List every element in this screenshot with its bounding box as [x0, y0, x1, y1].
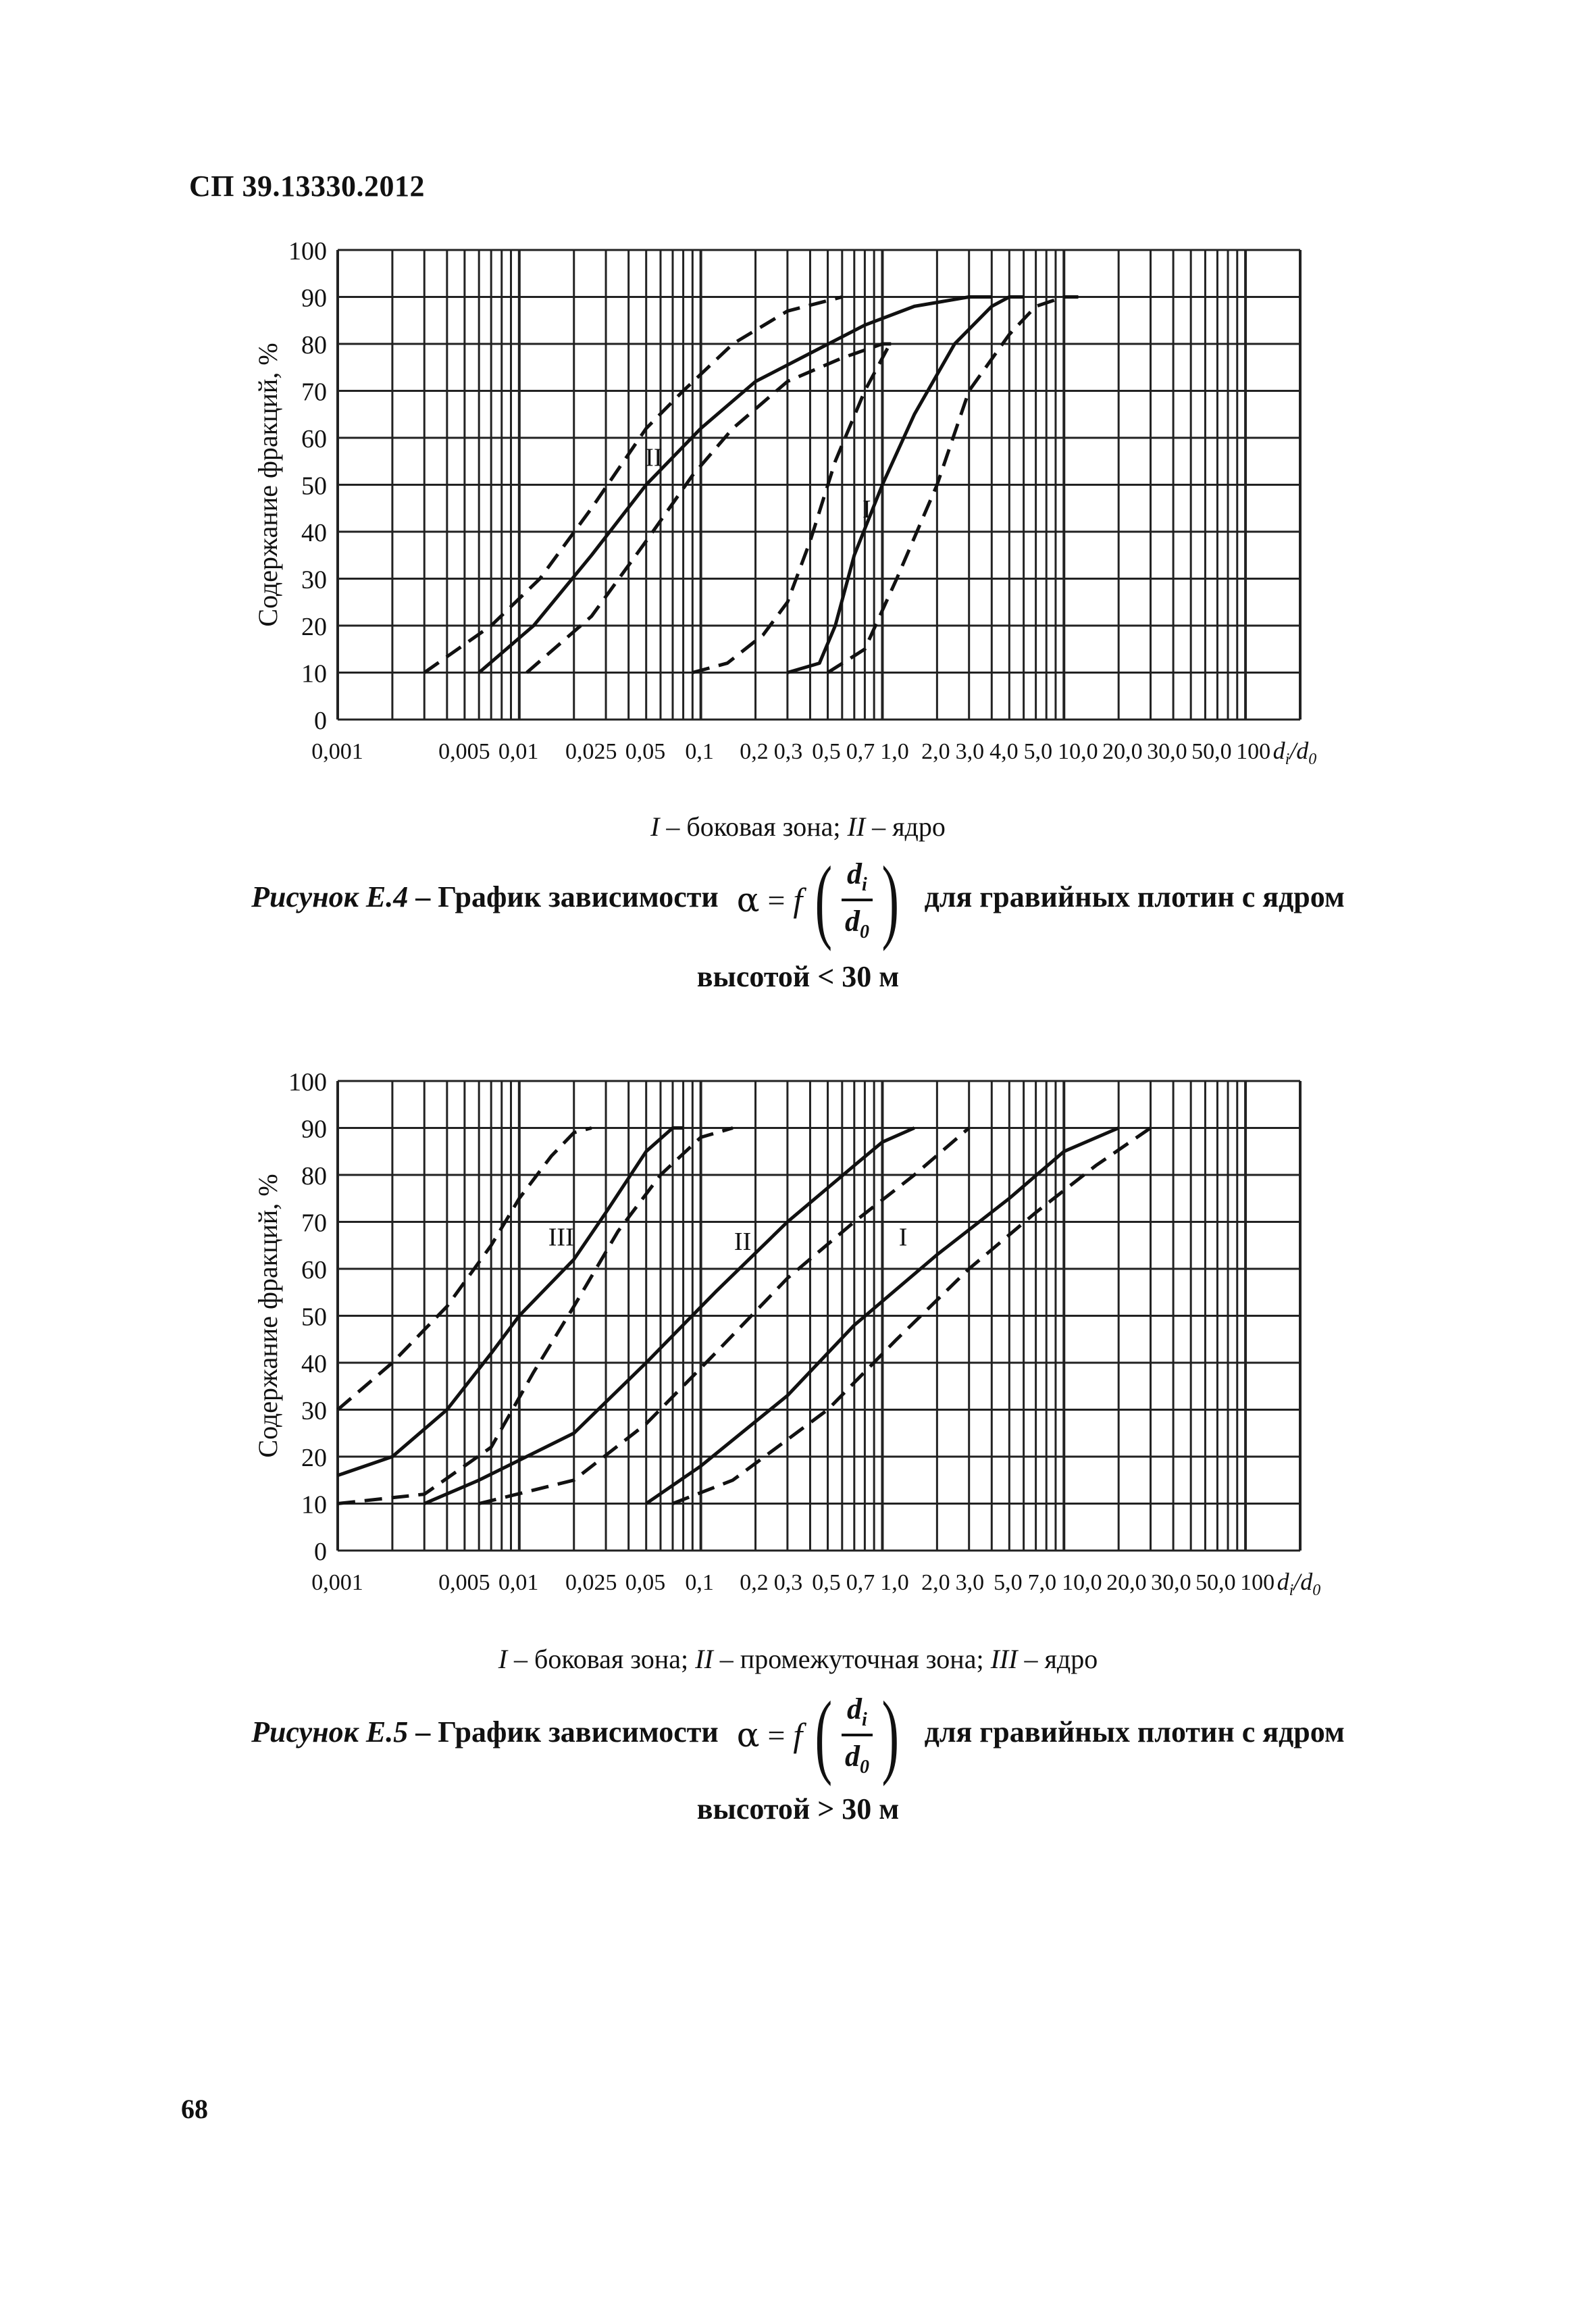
x-axis-unit-label: $d_i/d_0$ [1272, 737, 1317, 768]
y-tick-label: 10 [301, 659, 327, 688]
caption-prefix: – График зависимости [408, 880, 726, 914]
y-tick-label: 70 [301, 1209, 327, 1238]
legend-zone-i-text: – боковая зона; [659, 811, 848, 842]
zone-label: III [548, 1223, 574, 1252]
x-tick-label: 0,3 [773, 739, 803, 764]
zone-label: II [733, 1228, 752, 1257]
formula-alpha [736, 847, 906, 952]
alpha-symbol: α [736, 1715, 760, 1755]
x-tick-label: 2,0 [921, 1570, 950, 1595]
legend-zone-ii: II [847, 811, 866, 842]
y-axis-label: Содержание фракций, % [253, 343, 283, 627]
legend-zone-i: I [650, 811, 660, 842]
left-paren: ( [815, 1682, 833, 1787]
equals-sign: = [767, 1717, 786, 1753]
x-axis-unit-label: $d_i/d_0$ [1277, 1568, 1321, 1599]
function-symbol: f [793, 1716, 803, 1754]
x-tick-label: 0,01 [498, 739, 539, 764]
x-tick-label: 0,1 [685, 739, 714, 764]
zone-label: II [645, 443, 663, 472]
legend-figure-e4 [0, 811, 1596, 842]
legend-zone-i: I [498, 1644, 508, 1674]
legend-figure-e5 [0, 1643, 1596, 1675]
y-tick-label: 50 [301, 472, 327, 501]
y-tick-label: 50 [301, 1303, 327, 1332]
legend-zone-ii-text: – промежуточная зона; [713, 1644, 991, 1674]
x-tick-label: 0,05 [625, 1570, 666, 1595]
x-tick-label: 0,001 [311, 1570, 363, 1595]
x-tick-label: 0,7 [846, 1570, 875, 1595]
caption-figure-e5-line2: высотой > 30 м [696, 1792, 900, 1826]
y-tick-label: 100 [288, 1068, 327, 1097]
left-paren: ( [815, 847, 833, 952]
fraction-denominator: $d_0$ [844, 905, 869, 942]
x-tick-label: 20,0 [1106, 1570, 1147, 1595]
x-tick-label: 0,3 [773, 1570, 803, 1595]
y-tick-label: 40 [301, 1350, 327, 1378]
fraction-numerator: $d_i$ [842, 857, 873, 901]
y-tick-label: 30 [301, 1397, 327, 1426]
caption-prefix: – График зависимости [408, 1715, 726, 1749]
x-tick-label: 2,0 [921, 739, 950, 764]
y-tick-label: 100 [288, 237, 327, 266]
fraction [840, 857, 875, 943]
legend-zone-ii: II [695, 1644, 713, 1674]
y-tick-label: 20 [301, 1444, 327, 1472]
y-tick-label: 90 [301, 284, 327, 313]
y-tick-label: 20 [301, 613, 327, 641]
x-tick-label: 0,2 [740, 1570, 769, 1595]
x-tick-label: 100 [1240, 1570, 1275, 1595]
x-tick-label: 0,7 [846, 739, 875, 764]
fraction [840, 1692, 875, 1778]
alpha-symbol: α [736, 880, 760, 920]
x-tick-label: 0,5 [812, 1570, 841, 1595]
right-paren: ) [881, 1682, 900, 1787]
y-tick-label: 0 [314, 707, 327, 735]
legend-zone-ii-text: – ядро [865, 811, 946, 842]
fraction-denominator: $d_0$ [844, 1740, 869, 1778]
y-tick-label: 0 [314, 1538, 327, 1566]
series-line-dashed [692, 344, 890, 673]
legend-zone-i-text: – боковая зона; [507, 1644, 696, 1674]
y-tick-label: 60 [301, 1256, 327, 1284]
x-tick-label: 4,0 [989, 739, 1019, 764]
x-tick-label: 30,0 [1151, 1570, 1191, 1595]
y-tick-label: 80 [301, 1162, 327, 1190]
x-tick-label: 50,0 [1191, 739, 1232, 764]
caption-suffix: для гравийных плотин с ядром [924, 1715, 1345, 1749]
y-tick-label: 40 [301, 519, 327, 547]
x-tick-label: 10,0 [1062, 1570, 1102, 1595]
chart-figure-e4 [0, 223, 1596, 831]
caption-figure-e4-line2: высотой < 30 м [696, 960, 900, 993]
y-tick-label: 60 [301, 425, 327, 453]
y-tick-label: 90 [301, 1115, 327, 1144]
x-tick-label: 0,001 [311, 739, 363, 764]
figure-label: Рисунок Е.4 [251, 880, 409, 914]
y-axis-label: Содержание фракций, % [253, 1174, 283, 1458]
formula-alpha [736, 1682, 906, 1787]
x-tick-label: 7,0 [1027, 1570, 1057, 1595]
function-symbol: f [793, 881, 803, 919]
document-code-header: СП 39.13330.2012 [189, 170, 425, 203]
x-tick-label: 0,5 [812, 739, 841, 764]
x-tick-label: 50,0 [1195, 1570, 1236, 1595]
chart-figure-e5 [0, 1054, 1596, 1662]
zone-label: I [898, 1223, 908, 1252]
x-tick-label: 20,0 [1102, 739, 1143, 764]
x-tick-label: 1,0 [880, 1570, 909, 1595]
x-tick-label: 1,0 [880, 739, 909, 764]
zone-label: I [862, 495, 871, 524]
caption-figure-e4 [0, 847, 1596, 952]
x-tick-label: 5,0 [1023, 739, 1053, 764]
x-tick-label: 0,005 [438, 739, 490, 764]
x-tick-label: 0,05 [625, 739, 666, 764]
y-tick-label: 30 [301, 565, 327, 595]
x-tick-label: 30,0 [1147, 739, 1187, 764]
y-tick-label: 70 [301, 378, 327, 407]
caption-suffix: для гравийных плотин с ядром [924, 880, 1345, 914]
grid-lines [338, 250, 1300, 720]
x-tick-label: 0,2 [740, 739, 769, 764]
legend-zone-iii: III [990, 1644, 1018, 1674]
x-tick-label: 5,0 [994, 1570, 1023, 1595]
x-tick-label: 0,025 [565, 1570, 617, 1595]
equals-sign: = [767, 882, 786, 917]
x-tick-label: 0,025 [565, 739, 617, 764]
fraction-numerator: $d_i$ [842, 1692, 873, 1736]
x-tick-label: 0,01 [498, 1570, 539, 1595]
x-tick-label: 0,005 [438, 1570, 490, 1595]
x-tick-label: 3,0 [955, 1570, 985, 1595]
x-tick-label: 100 [1236, 739, 1271, 764]
y-tick-label: 80 [301, 331, 327, 359]
x-tick-label: 10,0 [1058, 739, 1098, 764]
caption-figure-e5 [0, 1682, 1596, 1787]
legend-zone-iii-text: – ядро [1017, 1644, 1098, 1674]
x-tick-label: 0,1 [685, 1570, 714, 1595]
x-tick-label: 3,0 [955, 739, 985, 764]
right-paren: ) [881, 847, 900, 952]
figure-label: Рисунок Е.5 [251, 1715, 409, 1749]
y-tick-label: 10 [301, 1490, 327, 1519]
page-number: 68 [181, 2094, 208, 2124]
